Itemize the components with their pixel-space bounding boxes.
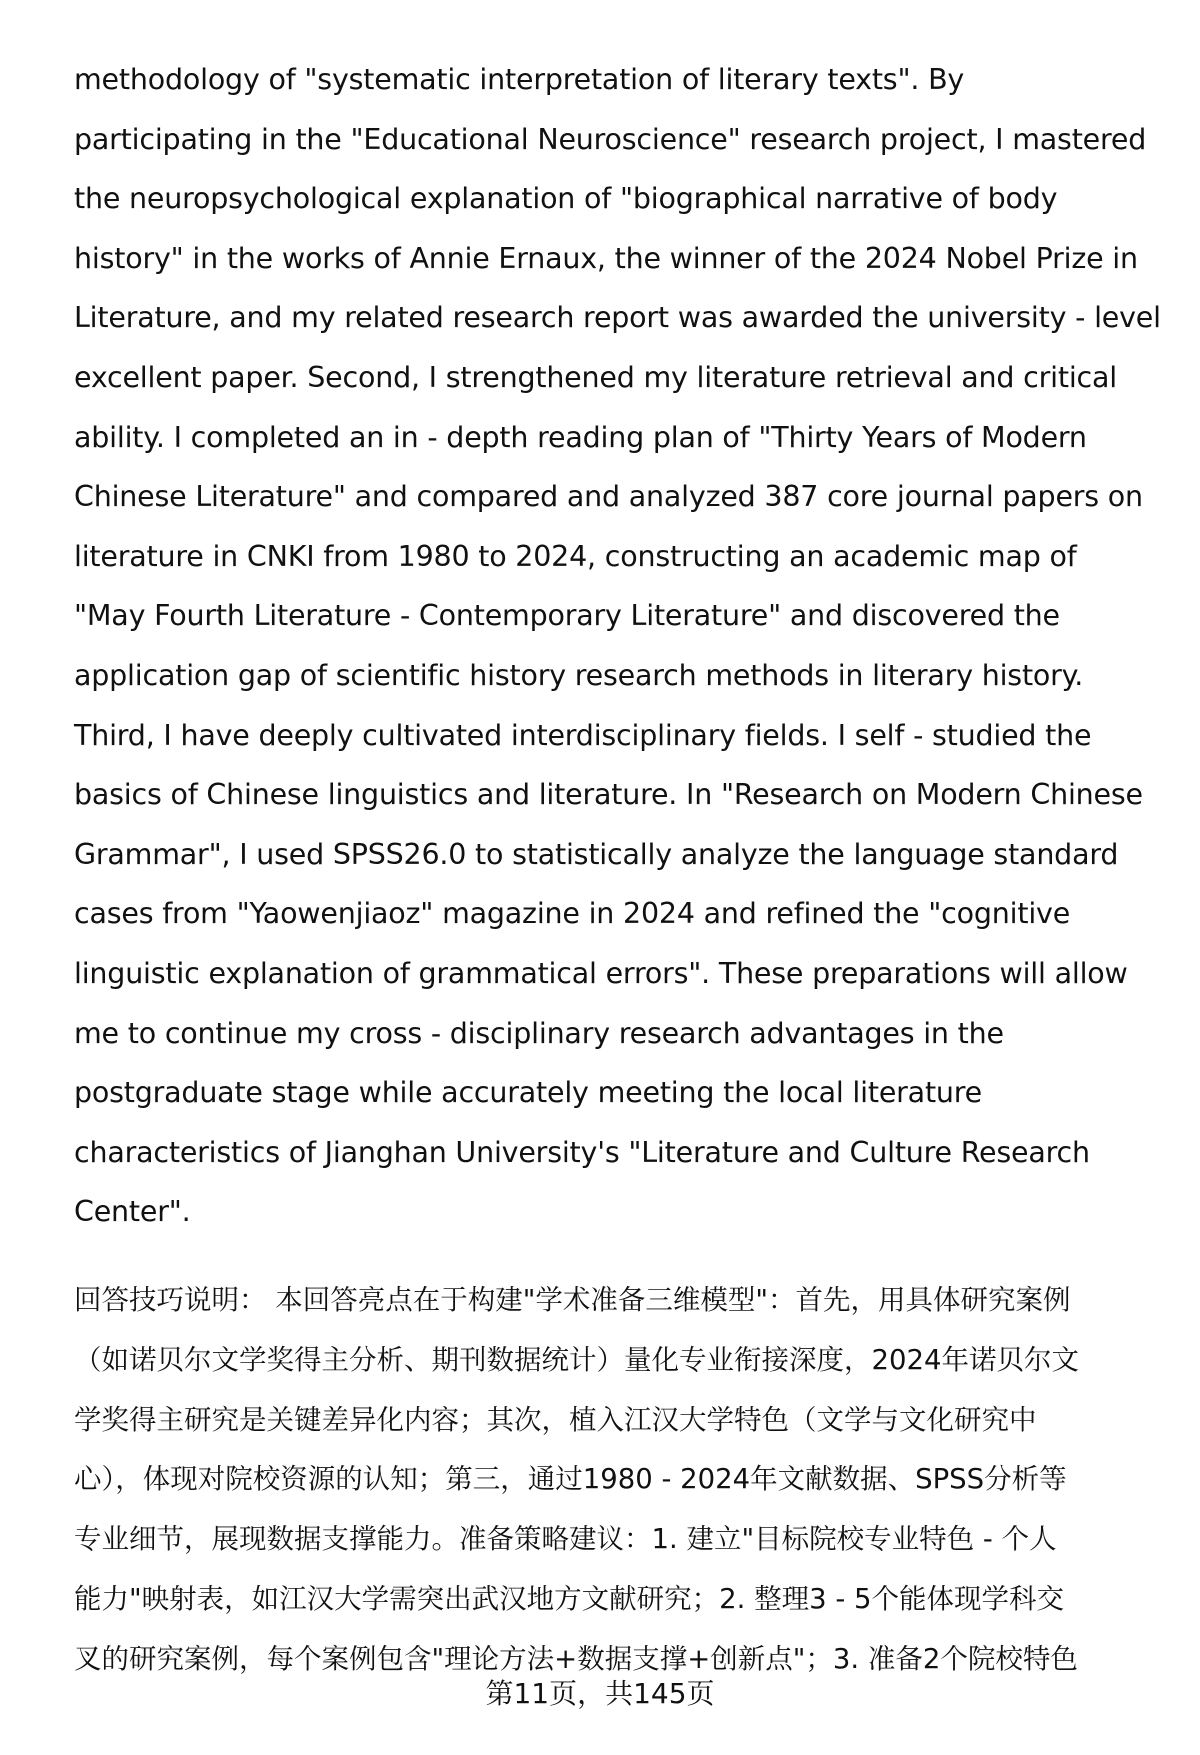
tips-line: （如诺贝尔文学奖得主分析、期刊数据统计）量化专业衔接深度，2024年诺贝尔文 xyxy=(74,1343,1079,1376)
tips-line: 专业细节，展现数据支撑能力。准备策略建议：1. 建立"目标院校专业特色 - 个人 xyxy=(74,1523,1057,1556)
body-line: cases from "Yaowenjiaoz" magazine in 2024 and refined the "cognitive xyxy=(74,897,1071,931)
tips-line: 叉的研究案例，每个案例包含"理论方法+数据支撑+创新点"；3. 准备2个院校特色 xyxy=(74,1642,1078,1675)
body-line: methodology of "systematic interpretation of literary texts". By xyxy=(74,63,965,96)
body-text xyxy=(74,56,1161,1248)
body-line: postgraduate stage while accurately meeting the local literature xyxy=(74,1076,983,1110)
tips-line: 能力"映射表，如江汉大学需突出武汉地方文献研究；2. 整理3 - 5个能体现学科交 xyxy=(74,1582,1065,1615)
body-line: history" in the works of Annie Ernaux, the winner of the 2024 Nobel Prize in xyxy=(74,241,1138,275)
body-line: Grammar", I used SPSS26.0 to statistically analyze the language standard xyxy=(74,837,1119,871)
body-line: excellent paper. Second, I strengthened my literature retrieval and critical xyxy=(74,360,1118,394)
body-line: Third, I have deeply cultivated interdisciplinary fields. I self - studied the xyxy=(74,718,1092,752)
body-line: characteristics of Jianghan University's "Literature and Culture Research xyxy=(74,1135,1090,1169)
body-line: the neuropsychological explanation of "biographical narrative of body xyxy=(74,182,1058,216)
body-line: basics of Chinese linguistics and literature. In "Research on Modern Chinese xyxy=(74,778,1143,812)
tips-line: 学奖得主研究是关键差异化内容；其次，植入江汉大学特色（文学与文化研究中 xyxy=(74,1403,1037,1436)
tips-line: 心），体现对院校资源的认知；第三，通过1980 - 2024年文献数据、SPSS分析等 xyxy=(74,1463,1067,1496)
body-line: application gap of scientific history research methods in literary history. xyxy=(74,658,1084,692)
body-line: me to continue my cross - disciplinary research advantages in the xyxy=(74,1016,1004,1050)
body-line: "May Fourth Literature - Contemporary Literature" and discovered the xyxy=(74,599,1060,633)
body-line: literature in CNKI from 1980 to 2024, constructing an academic map of xyxy=(74,539,1077,573)
body-line: ability. I completed an in - depth reading plan of "Thirty Years of Modern xyxy=(74,420,1087,454)
answer-tips xyxy=(74,1276,1079,1695)
body-line: Literature, and my related research report was awarded the university - level xyxy=(74,301,1161,335)
body-line: Center". xyxy=(74,1195,191,1229)
body-line: Chinese Literature" and compared and analyzed 387 core journal papers on xyxy=(74,480,1143,514)
body-line: participating in the "Educational Neuroscience" research project, I mastered xyxy=(74,122,1147,156)
tips-line: 回答技巧说明： 本回答亮点在于构建"学术准备三维模型"：首先，用具体研究案例 xyxy=(74,1284,1071,1316)
body-line: linguistic explanation of grammatical errors". These preparations will allow xyxy=(74,956,1128,990)
page-number: 第11页，共145页 xyxy=(485,1677,715,1710)
